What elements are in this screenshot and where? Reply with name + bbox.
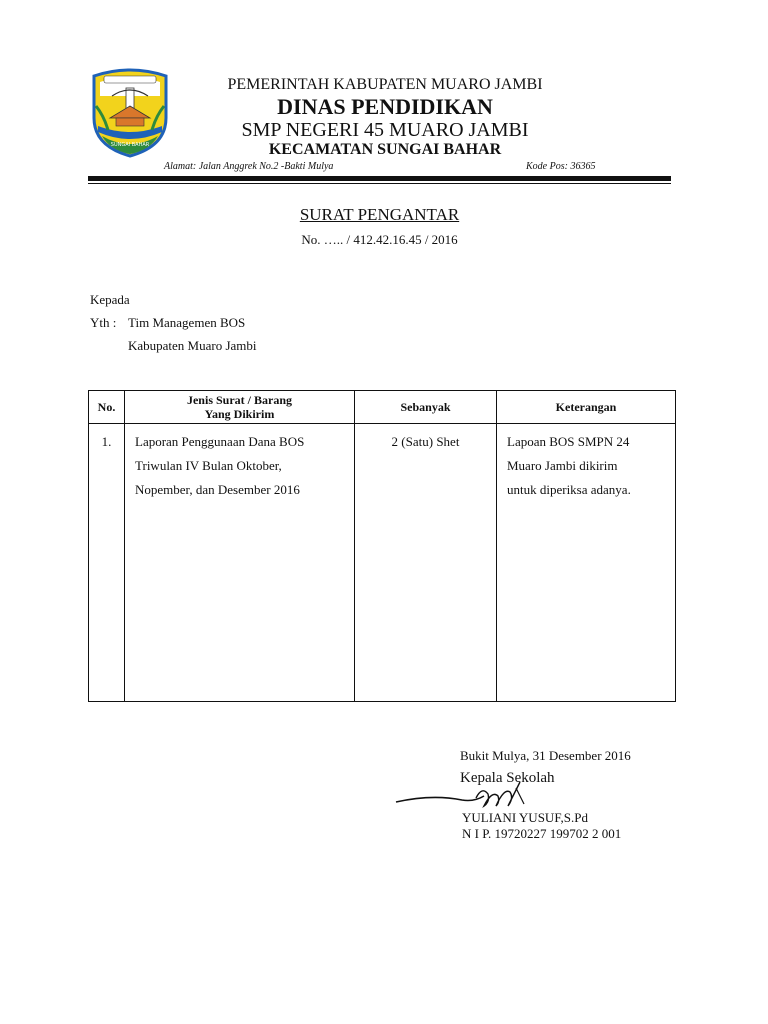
letter-title: SURAT PENGANTAR	[299, 205, 460, 224]
logo-caption: SUNGAI BAHAR	[110, 142, 150, 148]
header-keterangan: Keterangan	[497, 391, 676, 424]
regency-emblem-logo	[90, 66, 170, 158]
place-date: Bukit Mulya, 31 Desember 2016	[460, 748, 631, 763]
row-no: 1.	[89, 424, 125, 702]
letter-number: No. ….. / 412.42.16.45 / 2016	[301, 232, 458, 247]
row-jenis	[125, 424, 355, 702]
signer-name: YULIANI YUSUF,S.Pd	[462, 810, 588, 825]
header-department-line: DINAS PENDIDIKAN	[277, 94, 493, 119]
row-jenis-line: Triwulan IV Bulan Oktober,	[135, 458, 282, 473]
table-header-row	[89, 391, 676, 424]
signer-position: Kepala Sekolah	[460, 770, 555, 786]
header-postal-code: Kode Pos: 36365	[526, 161, 596, 172]
row-keterangan-line: untuk diperiksa adanya.	[507, 482, 631, 497]
header-thin-rule	[88, 183, 671, 184]
header-district-line: KECAMATAN SUNGAI BAHAR	[268, 141, 502, 158]
row-sebanyak: 2 (Satu) Shet	[355, 424, 497, 702]
row-jenis-line: Nopember, dan Desember 2016	[135, 482, 300, 497]
recipient-line-1: Tim Managemen BOS	[128, 315, 246, 330]
row-keterangan-line: Muaro Jambi dikirim	[507, 458, 618, 473]
header-address: Alamat: Jalan Anggrek No.2 -Bakti Mulya	[164, 161, 334, 172]
header-government-line: PEMERINTAH KABUPATEN MUARO JAMBI	[227, 76, 543, 93]
header-thick-rule	[88, 176, 671, 181]
header-no: No.	[89, 391, 125, 424]
header-sebanyak: Sebanyak	[355, 391, 497, 424]
yth-label: Yth :	[90, 315, 117, 330]
recipient-line-2: Kabupaten Muaro Jambi	[128, 338, 257, 353]
table-row	[89, 424, 676, 702]
recipient-label: Kepada	[90, 292, 130, 307]
header-jenis-line1: Jenis Surat / Barang	[186, 393, 292, 407]
row-jenis-line: Laporan Penggunaan Dana BOS	[135, 434, 305, 449]
header-jenis-line2: Yang Dikirim	[204, 407, 275, 421]
items-table	[88, 390, 676, 702]
header-school-name: SMP NEGERI 45 MUARO JAMBI	[241, 119, 529, 141]
signer-nip: N I P. 19720227 199702 2 001	[462, 826, 622, 841]
header-jenis	[125, 391, 355, 424]
row-keterangan	[497, 424, 676, 702]
row-keterangan-line: Lapoan BOS SMPN 24	[507, 434, 630, 449]
